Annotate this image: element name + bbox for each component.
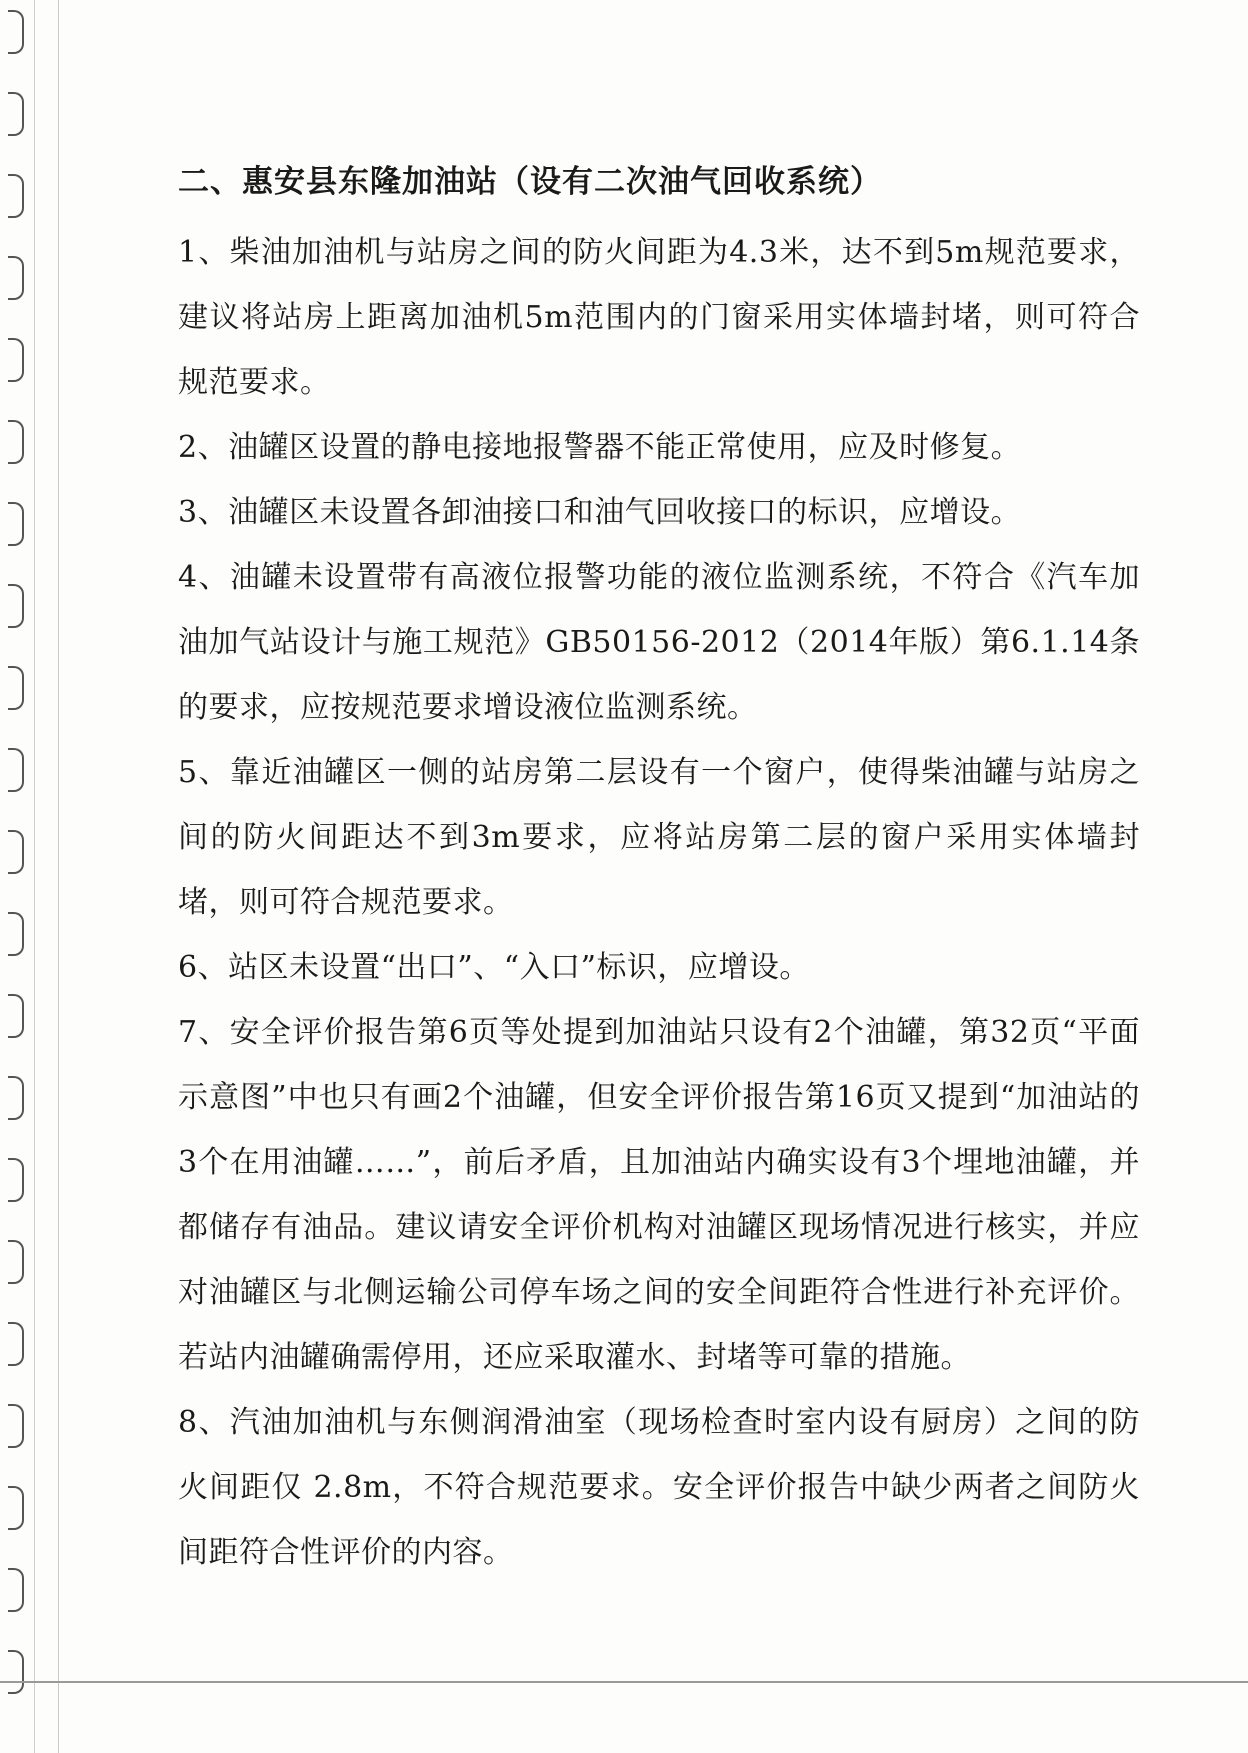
binding-hole — [8, 174, 24, 218]
binding-hole — [8, 1650, 24, 1694]
binding-hole — [8, 256, 24, 300]
binding-hole — [8, 994, 24, 1038]
list-item: 7、安全评价报告第6页等处提到加油站只设有2个油罐，第32页“平面示意图”中也只有画2个油罐，但安全评价报告第16页又提到“加油站的3个在用油罐……”，前后矛盾，且加油站内确实设有3个埋地油罐，并都储存有油品。建议请安全评价机构对油罐区现场情况进行核实，并应对油罐区与北侧运输公司停车场之间的安全间距符合性进行补充评价。若站内油罐确需停用，还应采取灌水、封堵等可靠的措施。 — [178, 1015, 1140, 1375]
binding-line — [34, 0, 35, 1753]
binding-hole — [8, 748, 24, 792]
list-item: 2、油罐区设置的静电接地报警器不能正常使用，应及时修复。 — [178, 430, 1022, 465]
binding-hole — [8, 1404, 24, 1448]
binding-hole — [8, 584, 24, 628]
list-item: 8、汽油加油机与东侧润滑油室（现场检查时室内设有厨房）之间的防火间距仅 2.8m，不符合规范要求。安全评价报告中缺少两者之间防火间距符合性评价的内容。 — [178, 1405, 1140, 1570]
binding-hole — [8, 420, 24, 464]
binding-hole — [8, 92, 24, 136]
section-heading: 二、惠安县东隆加油站（设有二次油气回收系统） — [178, 164, 882, 200]
binding-hole — [8, 830, 24, 874]
binding-hole — [8, 1568, 24, 1612]
binding-hole — [8, 1240, 24, 1284]
binding-hole — [8, 10, 24, 54]
page-bottom-rule — [0, 1681, 1248, 1683]
binding-hole — [8, 1486, 24, 1530]
binding-hole — [8, 1322, 24, 1366]
binding-hole — [8, 912, 24, 956]
list-item: 6、站区未设置“出口”、“入口”标识，应增设。 — [178, 950, 810, 985]
list-item: 1、柴油加油机与站房之间的防火间距为4.3米，达不到5m规范要求，建议将站房上距离加油机5m范围内的门窗采用实体墙封堵，则可符合规范要求。 — [178, 235, 1140, 400]
binding-hole — [8, 1158, 24, 1202]
list-item: 4、油罐未设置带有高液位报警功能的液位监测系统，不符合《汽车加油加气站设计与施工规范》GB50156-2012（2014年版）第6.1.14条的要求，应按规范要求增设液位监测系统。 — [178, 560, 1140, 725]
list-item: 3、油罐区未设置各卸油接口和油气回收接口的标识，应增设。 — [178, 495, 1022, 530]
binding-hole — [8, 666, 24, 710]
binding-hole — [8, 338, 24, 382]
document-body — [178, 160, 1140, 1585]
list-item: 5、靠近油罐区一侧的站房第二层设有一个窗户，使得柴油罐与站房之间的防火间距达不到3m要求，应将站房第二层的窗户采用实体墙封堵，则可符合规范要求。 — [178, 755, 1140, 920]
binding-hole — [8, 1076, 24, 1120]
binding-hole — [8, 502, 24, 546]
binding-strip — [0, 0, 59, 1753]
